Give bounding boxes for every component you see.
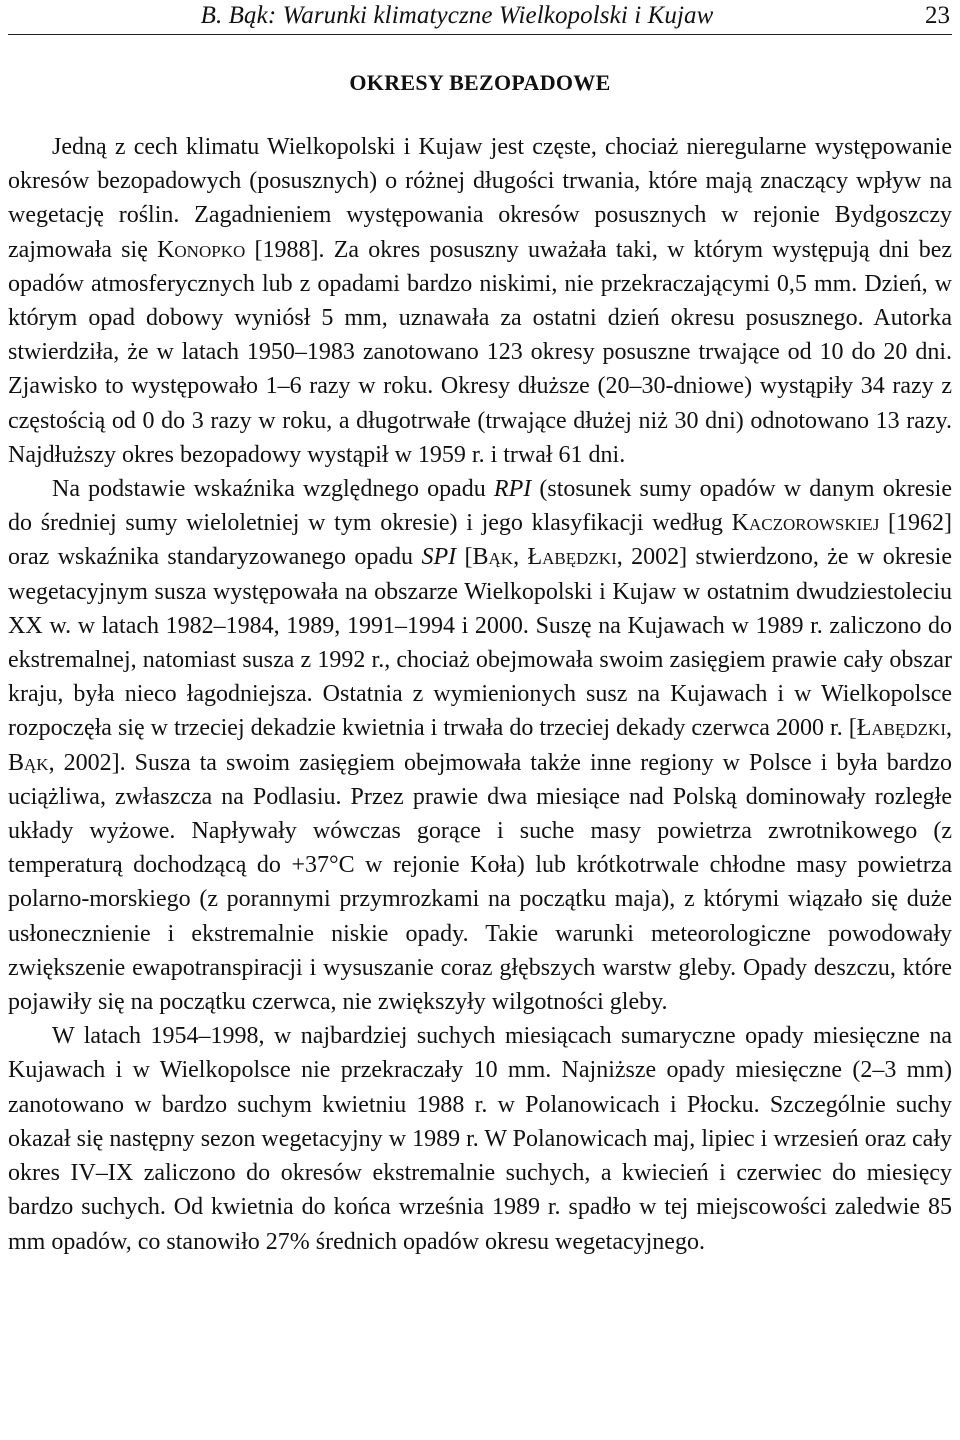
paragraph-2-part-3: [1962] oraz wskaźnika standaryzowanego opadu: [8, 510, 953, 571]
paragraph-3: W latach 1954–1998, w najbardziej suchych miesiącach sumaryczne opady miesięczne na Kujawach i w Wielkopolsce nie przekraczały 10 mm. Najniższe opady miesięczne (2–3 mm) zanotowano w bardzo suchym kwietniu 1988 r. w Polanowicach i Płocku. Szczególnie suchy okazał się następny sezon wegetacyjny w 1989 r. W Polanowicach maj, lipiec i wrzesień oraz cały okres IV–IX zaliczono do okresów ekstremalnie suchych, a kwiecień i czerwiec do miesięcy bardzo suchych. Od kwietnia do końca września 1989 r. spadło w tej miejscowości zaledwie 85 mm opadów, co stanowiło 27% średnich opadów okresu wegetacyjnego.: [8, 1023, 952, 1255]
citation-authors-bak-labedzki: Bąk, Łabędzki: [472, 544, 617, 571]
citation-author-konopko: Konopko: [157, 236, 246, 263]
paragraph-2: [8, 472, 952, 1019]
paragraph-2-part-1: Na podstawie wskaźnika względnego opadu: [52, 476, 494, 503]
paragraph-1-part-1: Jedną z cech klimatu Wielkopolski i Kujaw jest częste, chociaż nieregularne występowanie okresów bezopadowych (posusznych) o różnej długości trwania, które mają znaczący wpływ na wegetację roślin. Zagadnieniem występowania okresów posusznych w rejonie Bydgoszczy zajmowała się: [8, 134, 952, 263]
citation-author-kaczorowska: Kaczorowskiej: [731, 510, 880, 537]
running-header: [8, 0, 952, 35]
page-number: 23: [925, 2, 950, 29]
running-title: B. Bąk: Warunki klimatyczne Wielkopolski i Kujaw: [200, 2, 714, 29]
abbr-rpi: RPI: [493, 476, 532, 503]
paragraph-2-part-5: , 2002] stwierdzono, że w okresie wegetacyjnym susza występowała na obszarze Wielkopolski i Kujaw w ostatnim dwudziestoleciu XX w. w latach 1982–1984, 1989, 1991–1994 i 2000. Suszę na Kujawach w 1989 r. zaliczono do ekstremalnej, natomiast susza z 1992 r., chociaż obejmowała swoim zasięgiem prawie cały obszar kraju, była nieco łagodniejsza. Ostatnia z wymienionych susz na Kujawach i w Wielkopolsce rozpoczęła się w trzeciej dekadzie kwietnia i trwała do trzeciej dekady czerwca 2000 r. [: [8, 544, 952, 742]
paragraph-2-part-4: [: [456, 544, 473, 571]
paragraph-1-part-2: [1988]. Za okres posuszny uważała taki, w którym występują dni bez opadów atmosferycznych lub z opadami bardzo niskimi, nie przekraczającymi 0,5 mm. Dzień, w którym opad dobowy wyniósł 5 mm, uznawała za ostatni dzień okresu posusznego. Autorka stwierdziła, że w latach 1950–1983 zanotowano 123 okresy posuszne trwające od 10 do 20 dni. Zjawisko to występowało 1–6 razy w roku. Okresy dłuższe (20–30-dniowe) wystąpiły 34 razy z częstością od 0 do 3 razy w roku, a długotrwałe (trwające dłużej niż 30 dni) odnotowano 13 razy. Najdłuższy okres bezopadowy wystąpił w 1959 r. i trwał 61 dni.: [8, 236, 952, 468]
body-text: [8, 130, 952, 1259]
paragraph-2-part-6: , 2002]. Susza ta swoim zasięgiem obejmowała także inne regiony w Polsce i była bardzo uciążliwa, zwłaszcza na Podlasiu. Przez prawie dwa miesiące nad Polską dominowały rozległe układy wyżowe. Napływały wówczas gorące i suche masy powietrza zwrotnikowego (z temperaturą dochodzącą do +37°C w rejonie Koła) lub krótkotrwale chłodne masy powietrza polarno-morskiego (z porannymi przymrozkami na początku maja), z którymi wiązało się duże usłonecznienie i ekstremalnie niskie opady. Takie warunki meteorologiczne powodowały zwiększenie ewapotranspiracji i wysuszanie coraz głębszych warstw gleby. Opady deszczu, które pojawiły się na początku czerwca, nie zwiększyły wilgotności gleby.: [8, 749, 952, 1016]
paragraph-1: [8, 130, 952, 472]
section-title: OKRESY BEZOPADOWE: [349, 70, 611, 95]
abbr-spi: SPI: [421, 544, 457, 571]
citation-authors-labedzki-bak: Łabędzki, Bąk: [8, 715, 952, 776]
paragraph-2-part-2: (stosunek sumy opadów w danym okresie do średniej sumy wieloletniej w tym okresie) i jego klasyfikacji według: [8, 476, 952, 537]
